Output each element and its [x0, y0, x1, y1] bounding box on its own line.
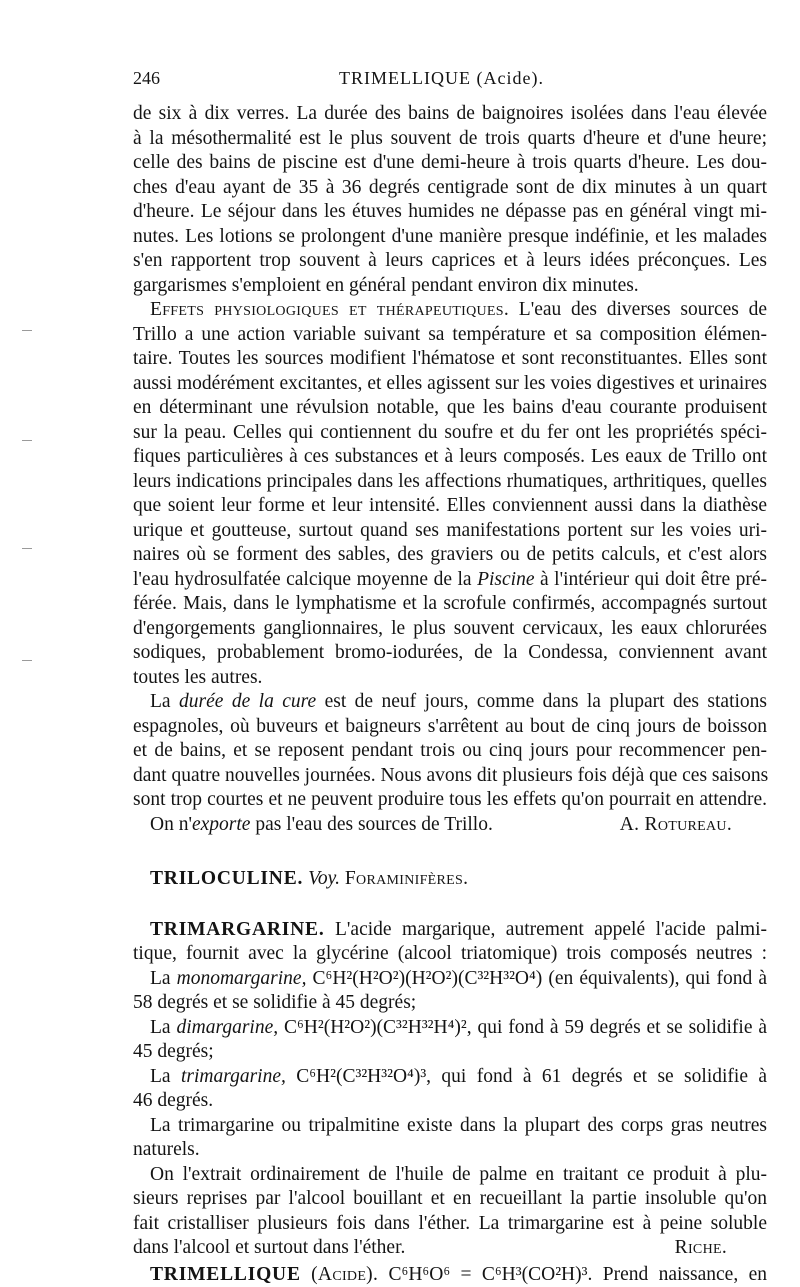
cross-reference: Foraminifères. [344, 868, 469, 889]
tri-line [150, 1064, 767, 1089]
text-line: en déterminant une révulsion notable, que les bains d'eau courante produisent [133, 397, 767, 418]
running-head [133, 68, 767, 94]
margin-tick [22, 440, 32, 441]
cure-first-line [150, 689, 767, 714]
formula: C⁶H²(H²O²)(C³²H³²H⁴)², qui fond à 59 degrés et se solidifie à [283, 1017, 768, 1038]
italic-term: durée de la cure [179, 691, 317, 712]
formula: C⁶H²(C³²H³²O⁴)³, qui fond à 61 degrés et se solidifie à [296, 1066, 767, 1087]
text-line: Trillo a une action variable suivant sa température et sa composition élémen- [133, 324, 767, 345]
text-run: est de neuf jours, comme dans la plupart des stations [324, 691, 767, 712]
compound-name: trimargarine, [180, 1066, 286, 1087]
formula: C⁶H⁶O⁶ = C⁶H³(CO²H)³. [388, 1264, 593, 1285]
margin-tick [22, 330, 32, 331]
headword: TRIMARGARINE. [150, 919, 325, 940]
text-line: d'heure. Le séjour dans les étuves humides ne dépasse pas en général vingt mi- [133, 201, 767, 222]
running-title: TRIMELLIQUE (Acide). [339, 68, 544, 88]
text-line: celle des bains de piscine est d'une demi-heure à trois quarts d'heure. Les dou- [133, 152, 767, 173]
effects-first-tail: L'eau des diverses sources de [518, 299, 768, 320]
text-line: La trimargarine ou tripalmitine existe dans la plupart des corps gras neutres [150, 1115, 767, 1136]
effects-first-line [150, 297, 767, 322]
text-line: leurs indications principales dans les affections rhumatiques, arthritiques, quelles [133, 471, 767, 492]
text-line: férée. Mais, dans le lymphatisme et la scrofule confirmés, accompagnés surtout [133, 593, 767, 614]
text-line: sieurs reprises par l'alcool bouillant et en recueillant la partie insoluble qu'on [133, 1188, 767, 1209]
author-signature: Riche. [674, 1237, 727, 1258]
text-line: à la mésothermalité est le plus souvent de trois quarts d'heure et d'une heure; [133, 128, 767, 149]
text-line: gargarismes s'emploient en général pendant environ dix minutes. [133, 275, 639, 296]
text-line: toutes les autres. [133, 667, 263, 688]
text-run: Prend naissance, en [602, 1264, 767, 1285]
effects-heading: Effets physiologiques et thérapeutiques. [150, 299, 510, 320]
italic-term: Piscine [477, 569, 535, 590]
text-run: à l'intérieur qui doit être pré- [540, 569, 768, 590]
text-run: dans l'alcool et surtout dans l'éther. [133, 1237, 406, 1258]
margin-tick [22, 548, 32, 549]
text-line: et de bains, et se reposent pendant trois ou cinq jours pour recommencer pen- [133, 740, 767, 761]
text-line: 45 degrés; [133, 1041, 214, 1062]
text-line: tique, fournit avec la glycérine (alcool triatomique) trois composés neutres : [133, 943, 767, 964]
text-run: On n' [150, 814, 192, 835]
text-run: La [150, 691, 171, 712]
export-line [150, 812, 767, 837]
author-signature: A. Rotureau. [619, 814, 732, 835]
piscine-line [133, 567, 767, 592]
text-line: fiques particulières à ces substances et à leurs composés. Les eaux de Trillo ont [133, 446, 767, 467]
margin-tick [22, 660, 32, 661]
text-line: sur la peau. Celles qui contiennent du soufre et du fer ont les propriétés spéci- [133, 422, 767, 443]
last-line [133, 1235, 767, 1260]
headword: TRILOCULINE. [150, 868, 304, 889]
text-run: La [150, 1017, 171, 1038]
page-number: 246 [133, 68, 160, 88]
entry-trimellique [150, 1262, 767, 1287]
entry-trimargarine [150, 917, 767, 942]
see-reference: Voy. [308, 868, 341, 889]
compound-name: dimargarine, [176, 1017, 279, 1038]
text-line: urique et goutteuse, surtout quand ses manifestations portent sur les voies uri- [133, 520, 767, 541]
text-line: de six à dix verres. La durée des bains de baignoires isolées dans l'eau élevée [133, 103, 767, 124]
text-run: l'eau hydrosulfatée calcique moyenne de la [133, 569, 472, 590]
text-run: La [150, 968, 171, 989]
text-run: L'acide margarique, autrement appelé l'acide palmi- [335, 919, 767, 940]
headword: TRIMELLIQUE [150, 1264, 301, 1285]
italic-term: exporte [191, 814, 251, 835]
mono-line [150, 966, 767, 991]
text-line: naires où se forment des sables, des graviers ou de petits calculs, et c'est alors [133, 544, 767, 565]
text-line: taire. Toutes les sources modifient l'hématose et sont reconstituantes. Elles sont [133, 348, 767, 369]
text-line: d'engorgements ganglionnaires, le plus souvent cervicaux, les eaux chlorurées [133, 618, 767, 639]
formula: C⁶H²(H²O²)(H²O²)(C³²H³²O⁴) (en équivalents), qui fond à [312, 968, 767, 989]
entry-triloculine [150, 866, 767, 891]
text-line: s'en rapportent trop souvent à leurs caprices et à leurs idées préconçues. Les [133, 250, 767, 271]
qualifier: (Acide). [311, 1264, 379, 1285]
text-line: sont trop courtes et ne peuvent produire tous les effets qu'on pourrait en attendre. [133, 789, 767, 810]
di-line [150, 1015, 767, 1040]
text-line: 58 degrés et se solidifie à 45 degrés; [133, 992, 417, 1013]
text-line: On l'extrait ordinairement de l'huile de palme en traitant ce produit à plu- [150, 1164, 767, 1185]
text-line: fait cristalliser plusieurs fois dans l'éther. La trimargarine est à peine soluble [133, 1213, 767, 1234]
text-run: pas l'eau des sources de Trillo. [255, 814, 493, 835]
text-line: naturels. [133, 1139, 200, 1160]
text-line: que soient leur forme et leur intensité. Elles conviennent aussi dans la diathèse [133, 495, 767, 516]
text-line: 46 degrés. [133, 1090, 214, 1111]
text-line: aussi modérément excitantes, et elles agissent sur les voies digestives et urinaires [133, 373, 767, 394]
text-line: dant quatre nouvelles journées. Nous avons dit plusieurs fois déjà que ces saisons [133, 765, 769, 786]
text-line: nutes. Les lotions se prolongent d'une manière presque indéfinie, et les malades [133, 226, 767, 247]
compound-name: monomargarine, [176, 968, 307, 989]
text-run: La [150, 1066, 171, 1087]
text-line: sodiques, probablement bromo-iodurées, de la Condessa, conviennent avant [133, 642, 767, 663]
text-line: ches d'eau ayant de 35 à 36 degrés centigrade sont de dix minutes à un quart [133, 177, 767, 198]
text-line: espagnoles, où buveurs et baigneurs s'arrêtent au bout de cinq jours de boisson [133, 716, 767, 737]
